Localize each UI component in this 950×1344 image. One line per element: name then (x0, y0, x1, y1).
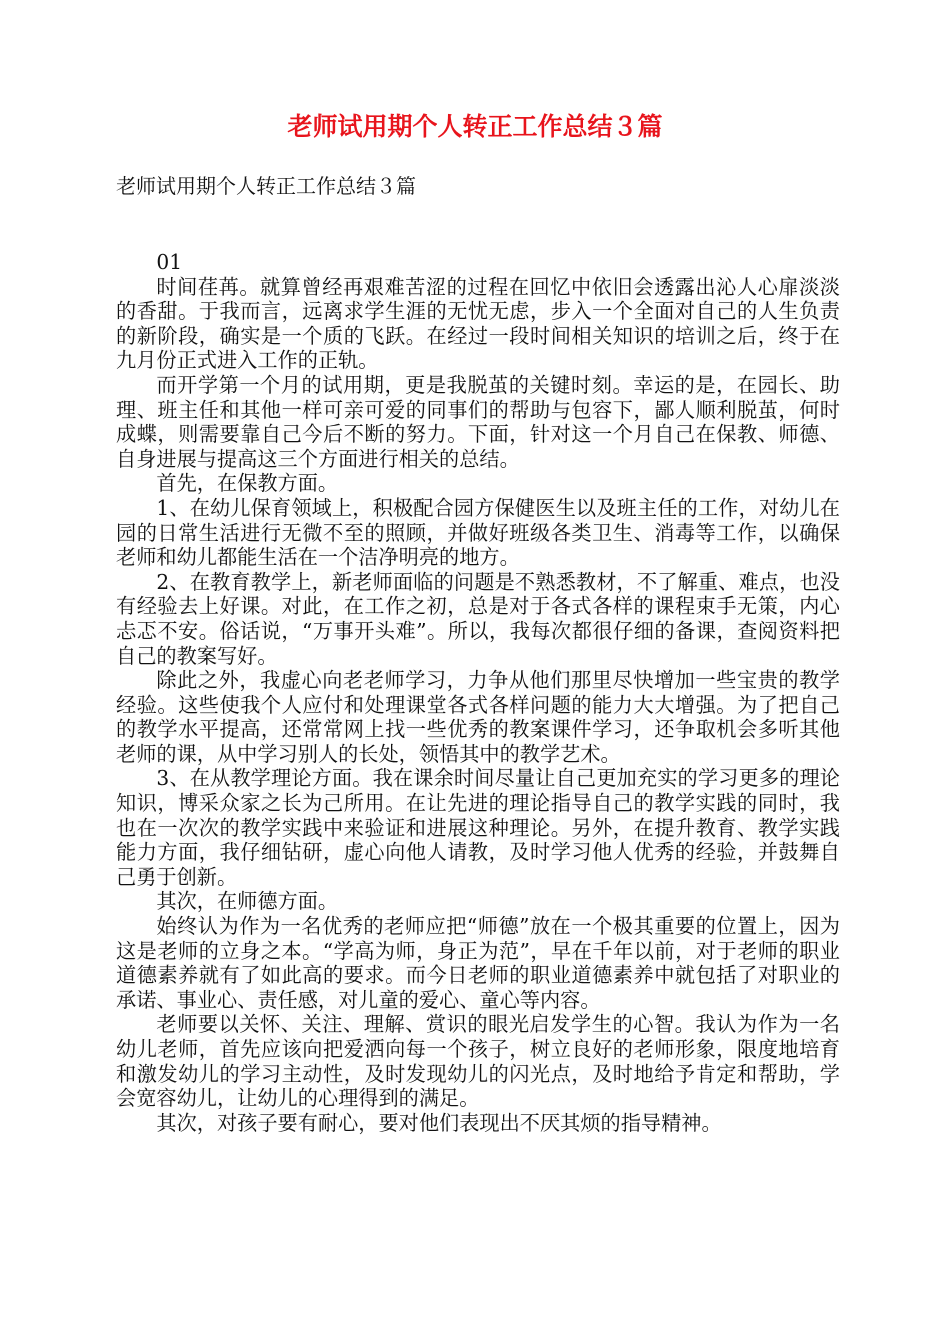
body-paragraph: 3、在从教学理论方面。我在课余时间尽量让自己更加充实的学习更多的理论知识，博采众家之长为己所用。在让先进的理论指导自己的教学实践的同时，我也在一次次的教学实践中来验证和进展这种理论。另外，在提升教育、教学实践能力方面，我仔细钻研，虚心向他人请教，及时学习他人优秀的经验，并鼓舞自己勇于创新。 (116, 766, 840, 889)
body-paragraph: 时间荏苒。就算曾经再艰难苦涩的过程在回忆中依旧会透露出沁人心扉淡淡的香甜。于我而言，远离求学生涯的无忧无虑，步入一个全面对自己的人生负责的新阶段，确实是一个质的飞跃。在经过一段时间相关知识的培训之后，终于在九月份正式进入工作的正轨。 (116, 274, 840, 373)
document-subtitle: 老师试用期个人转正工作总结３篇 (116, 174, 416, 198)
document-title: 老师试用期个人转正工作总结３篇 (287, 112, 663, 141)
body-paragraph: 而开学第一个月的试用期，更是我脱茧的关键时刻。幸运的是，在园长、助理、班主任和其他一样可亲可爱的同事们的帮助与包容下，鄙人顺利脱茧，何时成蝶，则需要靠自己今后不断的努力。下面，针对这一个月自己在保教、师德、自身进展与提高这三个方面进行相关的总结。 (116, 372, 840, 471)
section-number: 01 (156, 250, 183, 274)
section-heading: 其次，在师德方面。 (156, 889, 339, 914)
body-paragraph: 始终认为作为一名优秀的老师应把“师德”放在一个极其重要的位置上，因为这是老师的立身之本。“学高为师，身正为范”，早在千年以前，对于老师的职业道德素养就有了如此高的要求。而今日老师的职业道德素养中就包括了对职业的承诺、事业心、责任感，对儿童的爱心、童心等内容。 (116, 914, 840, 1012)
body-paragraph: 2、在教育教学上，新老师面临的问题是不熟悉教材，不了解重、难点，也没有经验去上好课。对此，在工作之初，总是对于各式各样的课程束手无策，内心忐忑不安。俗话说，“万事开头难”。所以，我每次都很仔细的备课，查阅资料把自己的教案写好。 (116, 569, 840, 668)
body-paragraph: 1、在幼儿保育领域上，积极配合园方保健医生以及班主任的工作，对幼儿在园的日常生活进行无微不至的照顾，并做好班级各类卫生、消毒等工作，以确保老师和幼儿都能生活在一个洁净明亮的地方。 (116, 495, 840, 570)
body-paragraph: 老师要以关怀、关注、理解、赏识的眼光启发学生的心智。我认为作为一名幼儿老师，首先应该向把爱洒向每一个孩子，树立良好的老师形象，限度地培育和激发幼儿的学习主动性，及时发现幼儿的闪光点，及时地给予肯定和帮助，学会宽容幼儿，让幼儿的心理得到的满足。 (116, 1012, 840, 1111)
body-paragraph: 其次，对孩子要有耐心，要对他们表现出不厌其烦的指导精神。 (156, 1110, 722, 1135)
section-heading: 首先，在保教方面。 (156, 471, 339, 496)
body-paragraph: 除此之外，我虚心向老老师学习，力争从他们那里尽快增加一些宝贵的教学经验。这些使我个人应付和处理课堂各式各样问题的能力大大增强。为了把自己的教学水平提高，还常常网上找一些优秀的教案课件学习，还争取机会多听其他老师的课，从中学习别人的长处，领悟其中的教学艺术。 (116, 668, 840, 766)
document-body (116, 250, 840, 1135)
